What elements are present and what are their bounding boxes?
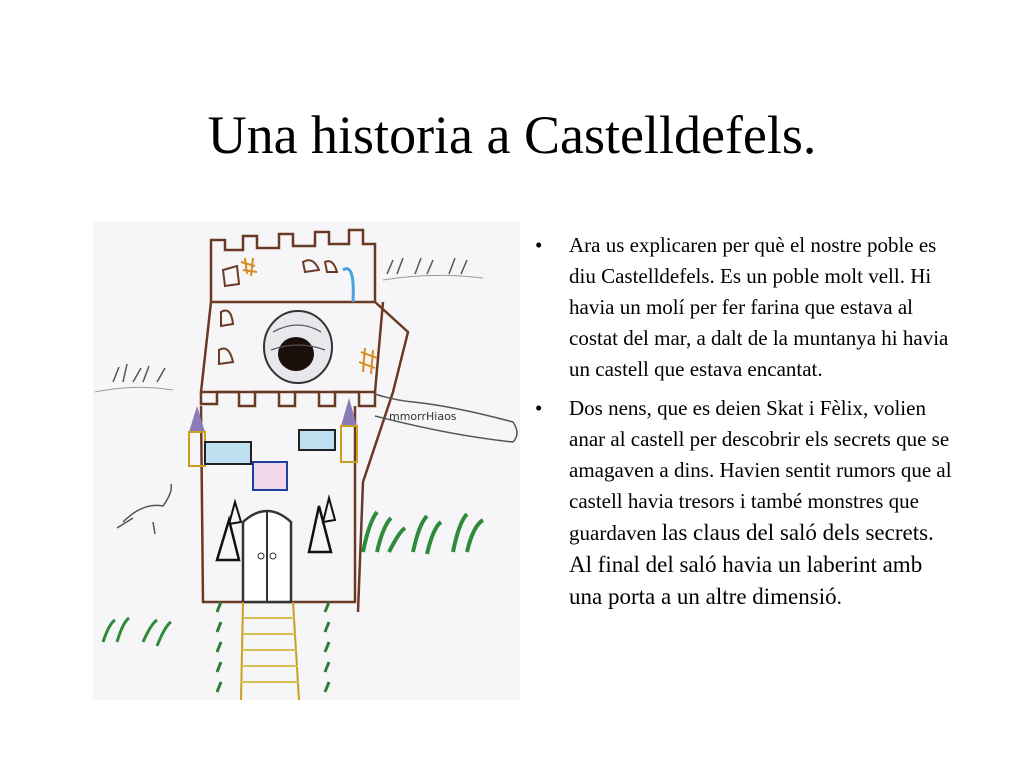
castle-drawing: [93, 222, 520, 700]
paper-background: [93, 222, 520, 700]
bullet-text-part-c: .: [836, 585, 842, 609]
bullet-text-part-b: las claus del saló dels secrets. Al final del saló havia un laberint amb una porta a un altre dimensió: [569, 520, 934, 609]
pink-window: [253, 462, 287, 490]
bullet-item: [535, 230, 955, 385]
bullet-item: [535, 393, 955, 613]
castle-drawing-svg: [93, 222, 520, 700]
window-hole: [278, 337, 314, 371]
slide-title: Una historia a Castelldefels.: [207, 105, 817, 165]
bullet-text-part-a: Dos nens, que es deien Skat i Fèlix, volien anar al castell per descobrir els secrets que se amagaven a dins. Havien sentit rumors que al castell havia tresors i també monstres que guardaven: [569, 396, 952, 545]
bullet-symbol: •: [535, 233, 543, 257]
bullet-text: Ara us explicaren per què el nostre poble es diu Castelldefels. Es un poble molt vell. Hi havia un molí per fer farina que estava al costat del mar, a dalt de la muntanya hi havia un castell que estava encantat.: [569, 233, 949, 381]
blue-window-right: [299, 430, 335, 450]
blue-window-left: [205, 442, 251, 464]
bullet-list: [535, 230, 955, 621]
scroll-writing: mmorrHiaos: [389, 410, 457, 423]
bullet-symbol: •: [535, 396, 543, 420]
